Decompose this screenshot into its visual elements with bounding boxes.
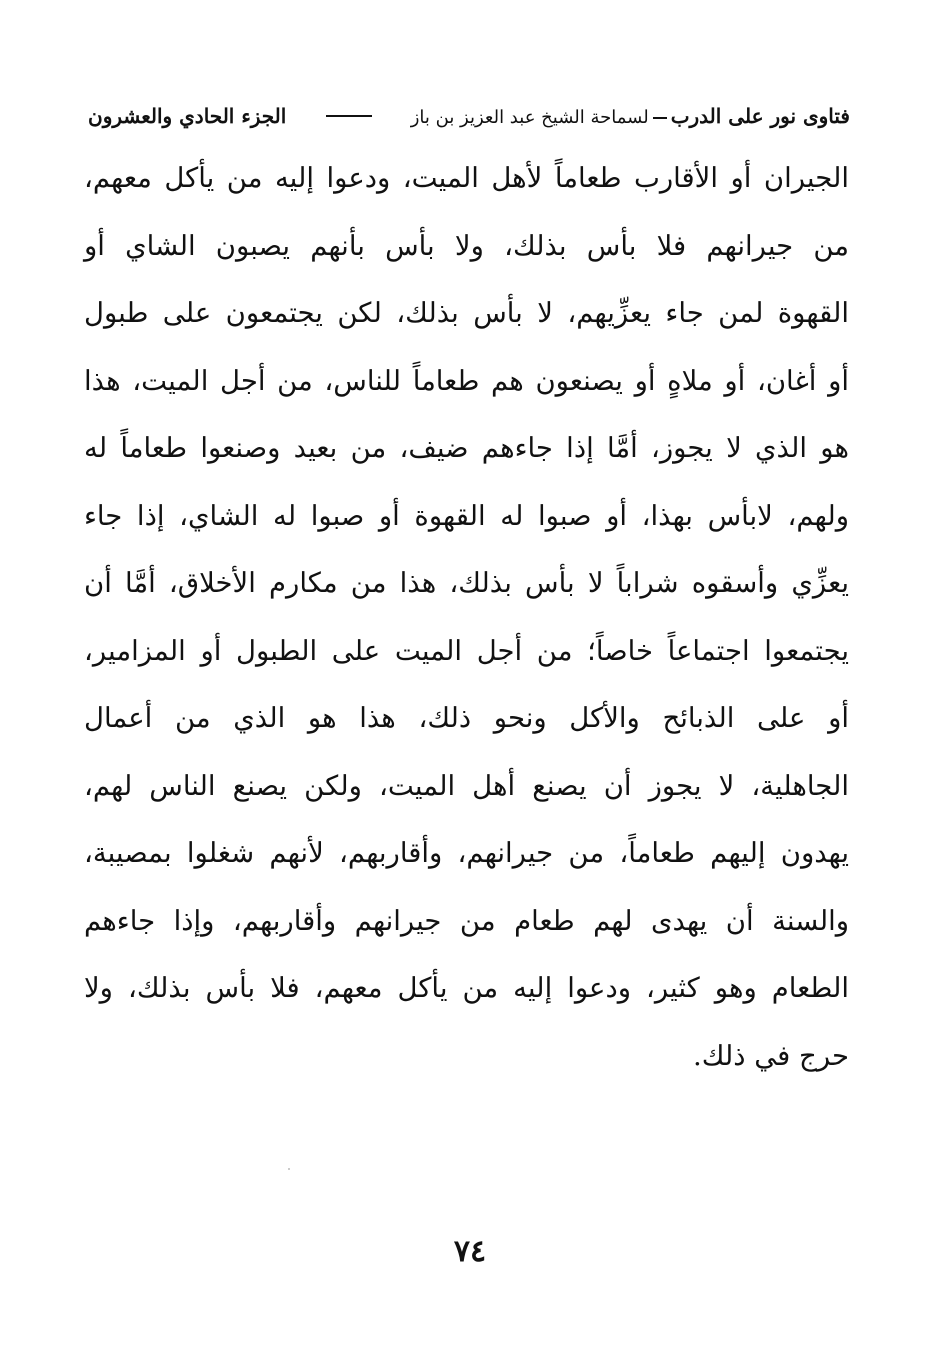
text-line: أو على الذبائح والأكل ونحو ذلك، هذا هو الذي من أعمال [84,702,849,734]
text-line: القهوة لمن جاء يعزِّيهم، لا بأس بذلك، لكن يجتمعون على طبول [84,297,849,329]
fatwa-body-text [84,145,849,1090]
author-line: لسماحة الشيخ عبد العزيز بن باز [410,107,649,128]
header-rule [326,115,372,117]
book-title: فتاوى نور على الدرب [670,104,850,128]
running-header [88,96,850,136]
title-separator [653,117,667,119]
text-line: هو الذي لا يجوز، أمَّا إذا جاءهم ضيف، من بعيد وصنعوا طعاماً له [84,432,849,464]
text-line: الجيران أو الأقارب طعاماً لأهل الميت، ودعوا إليه من يأكل معهم، [84,162,849,194]
text-line: والسنة أن يهدى لهم طعام من جيرانهم وأقاربهم، وإذا جاءهم [84,904,849,937]
text-line: أو أغان، أو ملاهٍ أو يصنعون هم طعاماً للناس، من أجل الميت، هذا [84,364,849,397]
text-line-final: حرج في ذلك. [692,1039,849,1072]
text-line: يجتمعوا اجتماعاً خاصاً؛ من أجل الميت على الطبول أو المزامير، [84,634,849,667]
text-line: يهدون إليهم طعاماً، من جيرانهم، وأقاربهم، لأنهم شغلوا بمصيبة، [84,837,849,869]
text-line: الجاهلية، لا يجوز أن يصنع أهل الميت، ولكن يصنع الناس لهم، [84,769,849,802]
header-left-group [411,104,850,128]
scan-speck [288,1168,290,1170]
volume-title: الجزء الحادي والعشرون [88,104,287,128]
text-line: يعزِّي وأسقوه شراباً لا بأس بذلك، هذا من مكارم الأخلاق، أمَّا أن [84,567,849,599]
page-number: ٧٤ [453,1234,487,1269]
text-line: الطعام وهو كثير، ودعوا إليه من يأكل معهم، فلا بأس بذلك، ولا [84,972,849,1004]
text-line: من جيرانهم فلا بأس بذلك، ولا بأس بأنهم يصبون الشاي أو [84,229,849,262]
text-line: ولهم، لابأس بهذا، أو صبوا له القهوة أو صبوا له الشاي، إذا جاء [84,499,849,532]
